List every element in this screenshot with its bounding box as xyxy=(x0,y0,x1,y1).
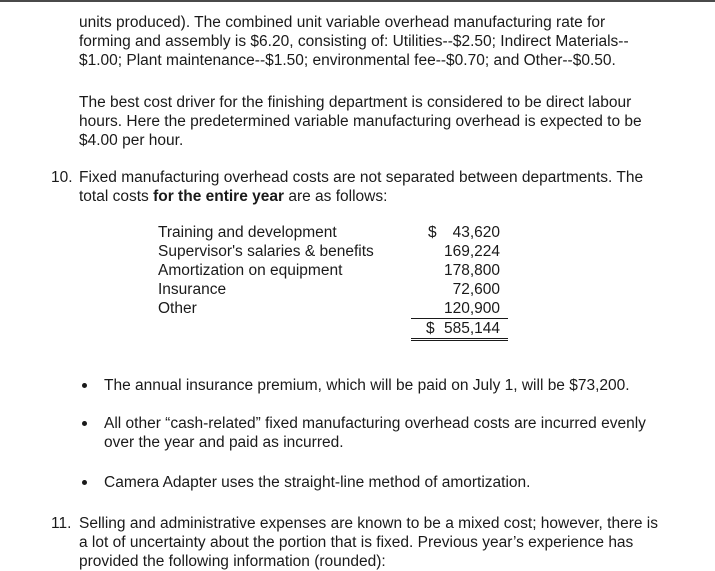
cost-label: Amortization on equipment xyxy=(158,262,343,279)
cost-value: 178,800 xyxy=(443,262,500,279)
item-11-line: provided the following information (rounded): xyxy=(79,553,386,570)
bullet-insurance-premium xyxy=(104,376,704,395)
page-top-border xyxy=(0,0,715,2)
paragraph-line: units produced). The combined unit variable overhead manufacturing rate for xyxy=(79,14,606,31)
variable-overhead-paragraph xyxy=(79,13,704,70)
cost-label: Supervisor's salaries & benefits xyxy=(158,243,374,260)
bullet-cash-related-costs xyxy=(104,414,704,452)
table-row xyxy=(158,299,508,319)
table-row xyxy=(158,261,508,280)
amount: 585,144 xyxy=(443,320,500,337)
cost-value xyxy=(411,223,508,242)
currency-symbol: $ xyxy=(426,320,435,337)
item-11-text xyxy=(79,514,704,571)
total-row xyxy=(158,319,508,340)
table-row xyxy=(158,242,508,261)
item-10-text xyxy=(79,168,704,206)
finishing-department-paragraph xyxy=(79,93,704,150)
item-10-number: 10. xyxy=(51,169,73,186)
bold-emphasis: for the entire year xyxy=(153,188,285,205)
paragraph-line: hours. Here the predetermined variable manufacturing overhead is expected to be xyxy=(79,113,642,130)
cost-label: Insurance xyxy=(158,281,227,298)
cost-value: 120,900 xyxy=(411,299,508,319)
bullet-icon xyxy=(82,376,90,395)
bullet-line: All other “cash-related” fixed manufacturing overhead costs are incurred evenly xyxy=(104,415,646,432)
cost-label: Training and development xyxy=(158,224,337,241)
cost-value: 169,224 xyxy=(443,243,500,260)
paragraph-line: $1.00; Plant maintenance--$1.50; environmental fee--$0.70; and Other--$0.50. xyxy=(79,52,616,69)
text-segment: are as follows: xyxy=(284,188,388,205)
item-11-line: Selling and administrative expenses are known to be a mixed cost; however, there is xyxy=(79,515,658,532)
paragraph-line: The best cost driver for the finishing department is considered to be direct labour xyxy=(79,94,632,111)
bullet-icon xyxy=(82,473,90,492)
item-10-line-1: Fixed manufacturing overhead costs are not separated between departments. The xyxy=(79,169,644,186)
currency-symbol: $ xyxy=(428,224,437,241)
bullet-amortization-method xyxy=(104,473,704,492)
fixed-overhead-cost-table xyxy=(158,223,508,341)
cost-label: Other xyxy=(158,300,197,317)
table-row xyxy=(158,223,508,242)
bullet-line: over the year and paid as incurred. xyxy=(104,434,344,451)
paragraph-line: $4.00 per hour. xyxy=(79,132,184,149)
text-segment: total costs xyxy=(79,188,154,205)
bullet-line: The annual insurance premium, which will be paid on July 1, will be $73,200. xyxy=(104,377,630,394)
paragraph-line: forming and assembly is $6.20, consisting of: Utilities--$2.50; Indirect Materials-- xyxy=(79,33,629,50)
cost-value: 72,600 xyxy=(452,281,500,298)
amount: 43,620 xyxy=(452,224,500,241)
bullet-icon xyxy=(82,414,90,433)
total-value xyxy=(411,319,508,340)
item-11-number: 11. xyxy=(51,515,72,532)
item-10-line-2 xyxy=(79,187,704,206)
item-11-line: a lot of uncertainty about the portion that is fixed. Previous year’s experience has xyxy=(79,534,634,551)
bullet-line: Camera Adapter uses the straight-line method of amortization. xyxy=(104,474,531,491)
total-label xyxy=(158,319,411,340)
table-row xyxy=(158,280,508,299)
